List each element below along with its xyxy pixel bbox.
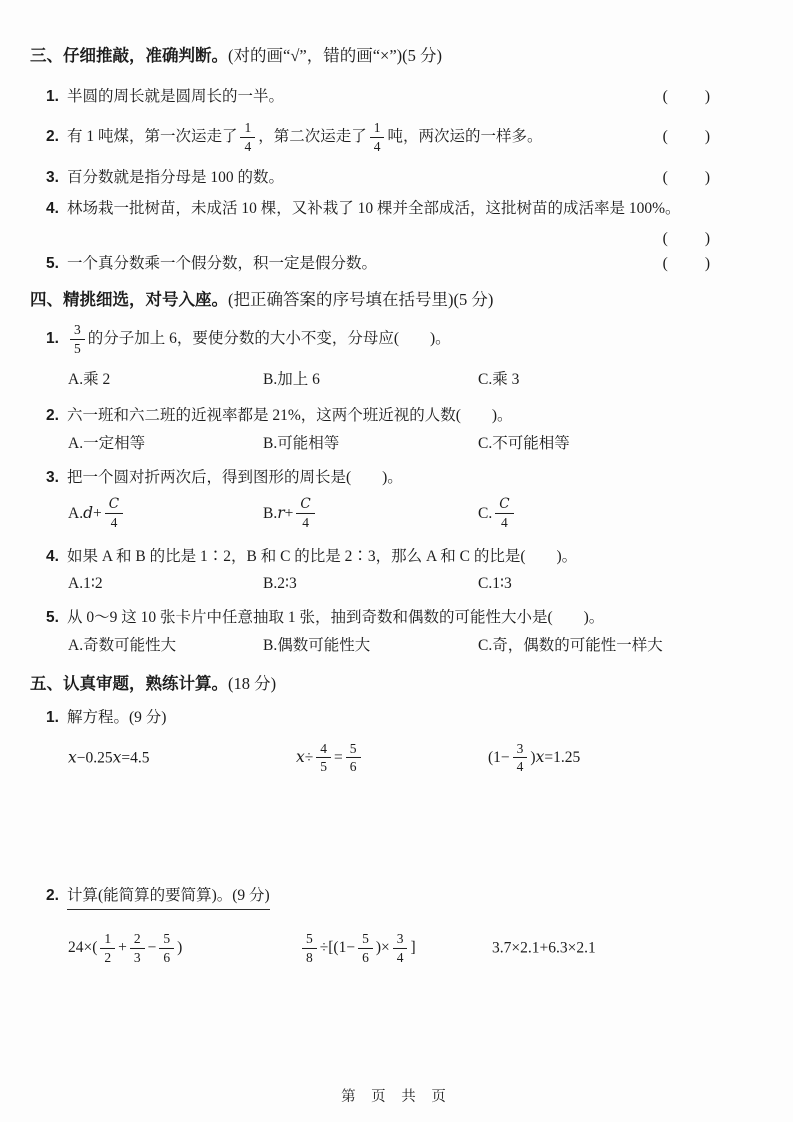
option-label: C.: [478, 505, 493, 523]
calculation-1: [68, 931, 182, 965]
question-text: [67, 322, 451, 356]
question-number: 3.: [46, 468, 59, 486]
denominator: 3: [133, 949, 141, 965]
question-text: 从 0～9 这 10 张卡片中任意抽取 1 张，抽到奇数和偶数的可能性大小是( )。: [66, 609, 605, 627]
question-number: 2.: [46, 128, 59, 146]
numerator: 5: [358, 931, 373, 949]
section-4-heading: [30, 290, 712, 311]
denominator: 4: [373, 138, 381, 154]
question-number: 1.: [46, 330, 59, 348]
numerator: 4: [316, 741, 331, 759]
text-run: 吨，两次运的一样多。: [387, 128, 543, 146]
equals-sign: =: [334, 748, 343, 766]
option-b: B.加上 6: [263, 371, 320, 389]
fraction: [100, 931, 115, 965]
variable: x: [68, 747, 77, 766]
denominator: 5: [320, 759, 328, 775]
denominator: 8: [306, 949, 313, 965]
question-number: 1.: [46, 709, 59, 727]
option-b: B.2∶3: [263, 575, 297, 593]
option-label: B.: [263, 505, 278, 523]
option-a: A.奇数可能性大: [68, 636, 177, 654]
answer-bracket: ( ): [662, 128, 712, 146]
calculation-3: [492, 938, 596, 957]
subsection-solve-equations: [46, 708, 712, 727]
option-a: A.一定相等: [68, 434, 146, 452]
fraction: [159, 931, 174, 965]
numerator: 5: [302, 931, 317, 949]
calculation-2: [299, 931, 416, 965]
choice-question-5-options: [30, 636, 712, 658]
section-4-title: 四、精挑细选，对号入座。: [30, 290, 228, 309]
text-run: =4.5: [121, 748, 150, 766]
option-b: B.可能相等: [263, 434, 340, 452]
denominator: 2: [104, 949, 112, 965]
equation-1: [68, 748, 150, 767]
fraction: [370, 120, 385, 154]
fraction: [513, 741, 528, 775]
page-footer: 第 页 共 页: [341, 1088, 452, 1105]
answer-bracket: ( ): [662, 87, 712, 105]
text-run: )×: [375, 939, 390, 957]
numerator: 1: [240, 120, 255, 138]
subsection-title: 解方程。(9 分): [66, 709, 167, 727]
question-number: 5.: [46, 255, 59, 273]
text-run: ÷[(1−: [319, 939, 356, 957]
judge-question-4-answer-line: [46, 229, 712, 248]
section-3-title: 三、仔细推敲，准确判断。: [30, 47, 228, 65]
choice-question-1: [46, 316, 712, 362]
judge-question-4: [46, 199, 712, 218]
option-c: C.不可能相等: [478, 434, 570, 452]
question-text: 六一班和六二班的近视率都是 21%，这两个班近视的人数( )。: [66, 407, 513, 425]
numerator: 1: [100, 931, 115, 949]
text-run: (1−: [488, 748, 510, 766]
fraction: [105, 497, 123, 531]
question-text: 林场栽一批树苗，未成活 10 棵，又补栽了 10 棵并全部成活，这批树苗的成活率是 100%。: [66, 200, 681, 218]
option-b: [263, 497, 318, 531]
calculations-row: [30, 920, 712, 976]
judge-question-3: [46, 168, 712, 187]
denominator: 4: [244, 138, 252, 154]
fraction: [240, 120, 255, 154]
answer-bracket: ( ): [662, 229, 712, 247]
section-5-heading: [30, 674, 712, 695]
operator: +: [93, 505, 102, 523]
denominator: 4: [396, 949, 404, 965]
numerator: 3: [513, 741, 528, 759]
operator: ÷: [304, 748, 314, 766]
option-c: C.乘 3: [478, 371, 520, 389]
numerator: 3: [393, 931, 408, 949]
choice-question-3-options: [30, 489, 712, 539]
question-text: 一个真分数乘一个假分数，积一定是假分数。: [66, 255, 377, 273]
numerator: 2: [130, 931, 145, 949]
denominator: 4: [501, 515, 508, 531]
denominator: 4: [110, 515, 118, 531]
choice-question-3: [46, 468, 712, 487]
answer-bracket: ( ): [662, 169, 712, 186]
variable: x: [535, 747, 545, 766]
option-b: B.偶数可能性大: [263, 636, 371, 654]
denominator: 4: [516, 759, 524, 775]
question-number: 3.: [46, 169, 59, 186]
option-c: C.奇，偶数的可能性一样大: [478, 636, 663, 654]
question-number: 2.: [46, 407, 59, 425]
operator: +: [284, 505, 294, 523]
section-3-heading: [30, 46, 712, 67]
choice-question-2: [46, 406, 712, 425]
fraction: [130, 931, 145, 965]
fraction: [393, 931, 408, 965]
section-4-note: (把正确答案的序号填在括号里)(5 分): [228, 289, 494, 309]
choice-question-5: [46, 608, 712, 627]
subsection-title: 计算(能简算的要简算)。(9 分): [67, 886, 270, 910]
numerator: C: [296, 497, 314, 515]
fraction: [316, 741, 331, 775]
text-run: ]: [410, 939, 416, 957]
choice-question-4: [46, 547, 712, 566]
fraction: [296, 497, 314, 531]
option-a: A.乘 2: [68, 371, 111, 389]
numerator: C: [495, 497, 513, 515]
question-text: 把一个圆对折两次后，得到图形的周长是( )。: [66, 468, 403, 486]
judge-question-2: [46, 114, 712, 160]
denominator: 6: [349, 759, 357, 775]
fraction: [70, 322, 85, 356]
subsection-calculate: [46, 886, 712, 910]
text-run: ): [530, 748, 536, 766]
option-a: A.1∶2: [68, 575, 103, 593]
answer-bracket: ( ): [662, 255, 712, 273]
option-c: C.1∶3: [478, 575, 512, 593]
fraction: [302, 931, 317, 965]
judge-question-5: [46, 254, 712, 273]
question-number: 5.: [46, 609, 59, 627]
denominator: 6: [163, 949, 171, 965]
equation-3: [488, 741, 580, 775]
question-text: 半圆的周长就是圆周长的一半。: [66, 87, 284, 105]
equation-2: [296, 741, 364, 775]
option-c: [478, 497, 517, 531]
section-3-note: (对的画“√”，错的画“×”)(5 分): [228, 46, 443, 65]
choice-question-4-options: [30, 574, 712, 596]
numerator: 5: [159, 931, 174, 949]
variable: d: [83, 504, 94, 523]
question-text: 如果 A 和 B 的比是 1∶2，B 和 C 的比是 2∶3，那么 A 和 C 的比是( )。: [66, 547, 578, 565]
question-text: [67, 120, 543, 154]
operator: −: [147, 939, 157, 957]
denominator: 5: [73, 340, 81, 356]
denominator: 4: [302, 515, 309, 531]
fraction: [495, 497, 513, 531]
question-number: 2.: [46, 886, 59, 904]
denominator: 6: [362, 949, 369, 965]
section-5-note: (18 分): [228, 673, 277, 693]
judge-question-1: [46, 87, 712, 106]
text-run: =1.25: [544, 748, 581, 766]
option-label: A.: [68, 505, 84, 523]
numerator: 3: [70, 322, 85, 340]
question-number: 4.: [46, 547, 59, 565]
text-run: 的分子加上 6，要使分数的大小不变，分母应( )。: [87, 330, 451, 348]
variable: x: [112, 747, 122, 766]
variable: x: [296, 747, 305, 766]
question-number: 4.: [46, 200, 59, 218]
fraction: [358, 931, 373, 965]
fraction: [346, 741, 361, 775]
numerator: C: [105, 497, 123, 515]
equations-row: [30, 732, 712, 784]
option-a: [68, 497, 126, 531]
text-run: 有 1 吨煤，第一次运走了: [66, 128, 238, 146]
question-number: 1.: [46, 87, 59, 105]
text-run: 3.7×2.1+6.3×2.1: [492, 939, 596, 957]
variable: r: [277, 504, 285, 523]
text-run: ，第二次运走了: [258, 128, 367, 146]
text-run: −0.25: [76, 748, 113, 766]
choice-question-1-options: [30, 370, 712, 392]
section-5-title: 五、认真审题，熟练计算。: [30, 674, 228, 693]
numerator: 5: [346, 741, 361, 759]
text-run: 24×(: [68, 939, 98, 957]
question-text: 百分数就是指分母是 100 的数。: [66, 169, 284, 186]
choice-question-2-options: [30, 434, 712, 456]
text-run: ): [177, 939, 183, 957]
operator: +: [118, 939, 127, 957]
numerator: 1: [370, 120, 385, 138]
